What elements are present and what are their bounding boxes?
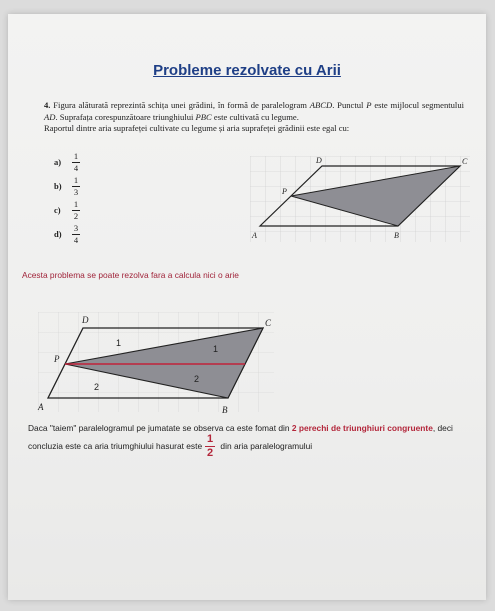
- frac-den: 2: [73, 210, 79, 221]
- problem-pbc: PBC: [195, 111, 212, 122]
- hint-note: Acesta problema se poate rezolva fara a calcula nici o arie: [22, 270, 239, 280]
- option-label: d): [54, 229, 62, 240]
- explanation-part-1: Daca "taiem" paralelogramul pe jumatate se observa ca este fomat din: [28, 423, 292, 433]
- problem-text-2b: . Suprafața corespunzătoare triunghiului: [55, 111, 196, 122]
- frac-num: 1: [73, 175, 79, 185]
- answer-den: 2: [207, 447, 214, 460]
- label-p: P: [282, 187, 287, 196]
- segment-label-2b: 2: [194, 374, 200, 384]
- problem-number: 4.: [44, 100, 51, 110]
- problem-text-3: Raportul dintre aria suprafeței cultivate cu legume și aria suprafeței grădinii este egal cu:: [44, 123, 350, 133]
- answer-fraction: [205, 434, 215, 459]
- explanation-part-3: concluzia este ca aria triumghiului hasurat este: [28, 440, 203, 451]
- explanation-part-4: din aria paralelogramului: [218, 440, 313, 451]
- option-a[interactable]: [54, 152, 114, 173]
- option-fraction: [72, 176, 80, 197]
- option-label: c): [54, 205, 61, 216]
- frac-num: 1: [73, 151, 79, 161]
- option-b[interactable]: [54, 176, 114, 197]
- frac-num: 3: [73, 223, 79, 233]
- problem-text-1: Figura alăturată reprezintă schița unei grădini, în formă de paralelogram: [53, 100, 310, 110]
- option-fraction: [72, 200, 80, 221]
- label-a: A: [38, 402, 44, 412]
- option-label: a): [54, 157, 62, 168]
- problem-text-2: mijlocul segmentului: [390, 100, 464, 110]
- label-a: A: [252, 231, 257, 240]
- option-fraction: [72, 224, 80, 245]
- problem-text-2c: este cultivată cu legume.: [211, 111, 299, 122]
- explanation-part-2: , deci: [432, 423, 453, 433]
- option-d[interactable]: [54, 224, 114, 245]
- figure-parallelogram-grid: [248, 154, 473, 246]
- frac-den: 3: [73, 186, 79, 197]
- label-d: D: [82, 315, 89, 325]
- figure-annotated-parallelogram: [28, 306, 278, 418]
- explanation-highlight: 2 perechi de triunghiuri congruente: [291, 423, 433, 433]
- frac-den: 4: [73, 162, 79, 173]
- page-title: Probleme rezolvate cu Arii: [153, 62, 341, 79]
- problem-statement: [44, 100, 464, 135]
- segment-label-1a: 1: [116, 338, 122, 348]
- problem-p: P: [366, 100, 372, 110]
- label-c: C: [462, 157, 468, 166]
- problem-text-1c: este: [371, 100, 388, 110]
- option-fraction: [72, 152, 80, 173]
- explanation-text: [28, 422, 476, 459]
- problem-ad: AD: [44, 111, 56, 122]
- label-c: C: [265, 318, 272, 328]
- worksheet-page: [8, 14, 486, 600]
- segment-label-2a: 2: [94, 382, 100, 392]
- label-b: B: [222, 405, 228, 415]
- problem-text-1b: . Punctul: [332, 100, 367, 110]
- frac-den: 4: [73, 234, 79, 245]
- option-c[interactable]: [54, 200, 114, 221]
- segment-label-1b: 1: [213, 344, 219, 354]
- frac-num: 1: [73, 199, 79, 209]
- label-b: B: [394, 231, 399, 240]
- problem-abcd: ABCD: [309, 100, 333, 110]
- answer-num: 1: [207, 433, 214, 445]
- label-p: P: [54, 354, 60, 364]
- option-label: b): [54, 181, 62, 192]
- label-d: D: [316, 156, 322, 165]
